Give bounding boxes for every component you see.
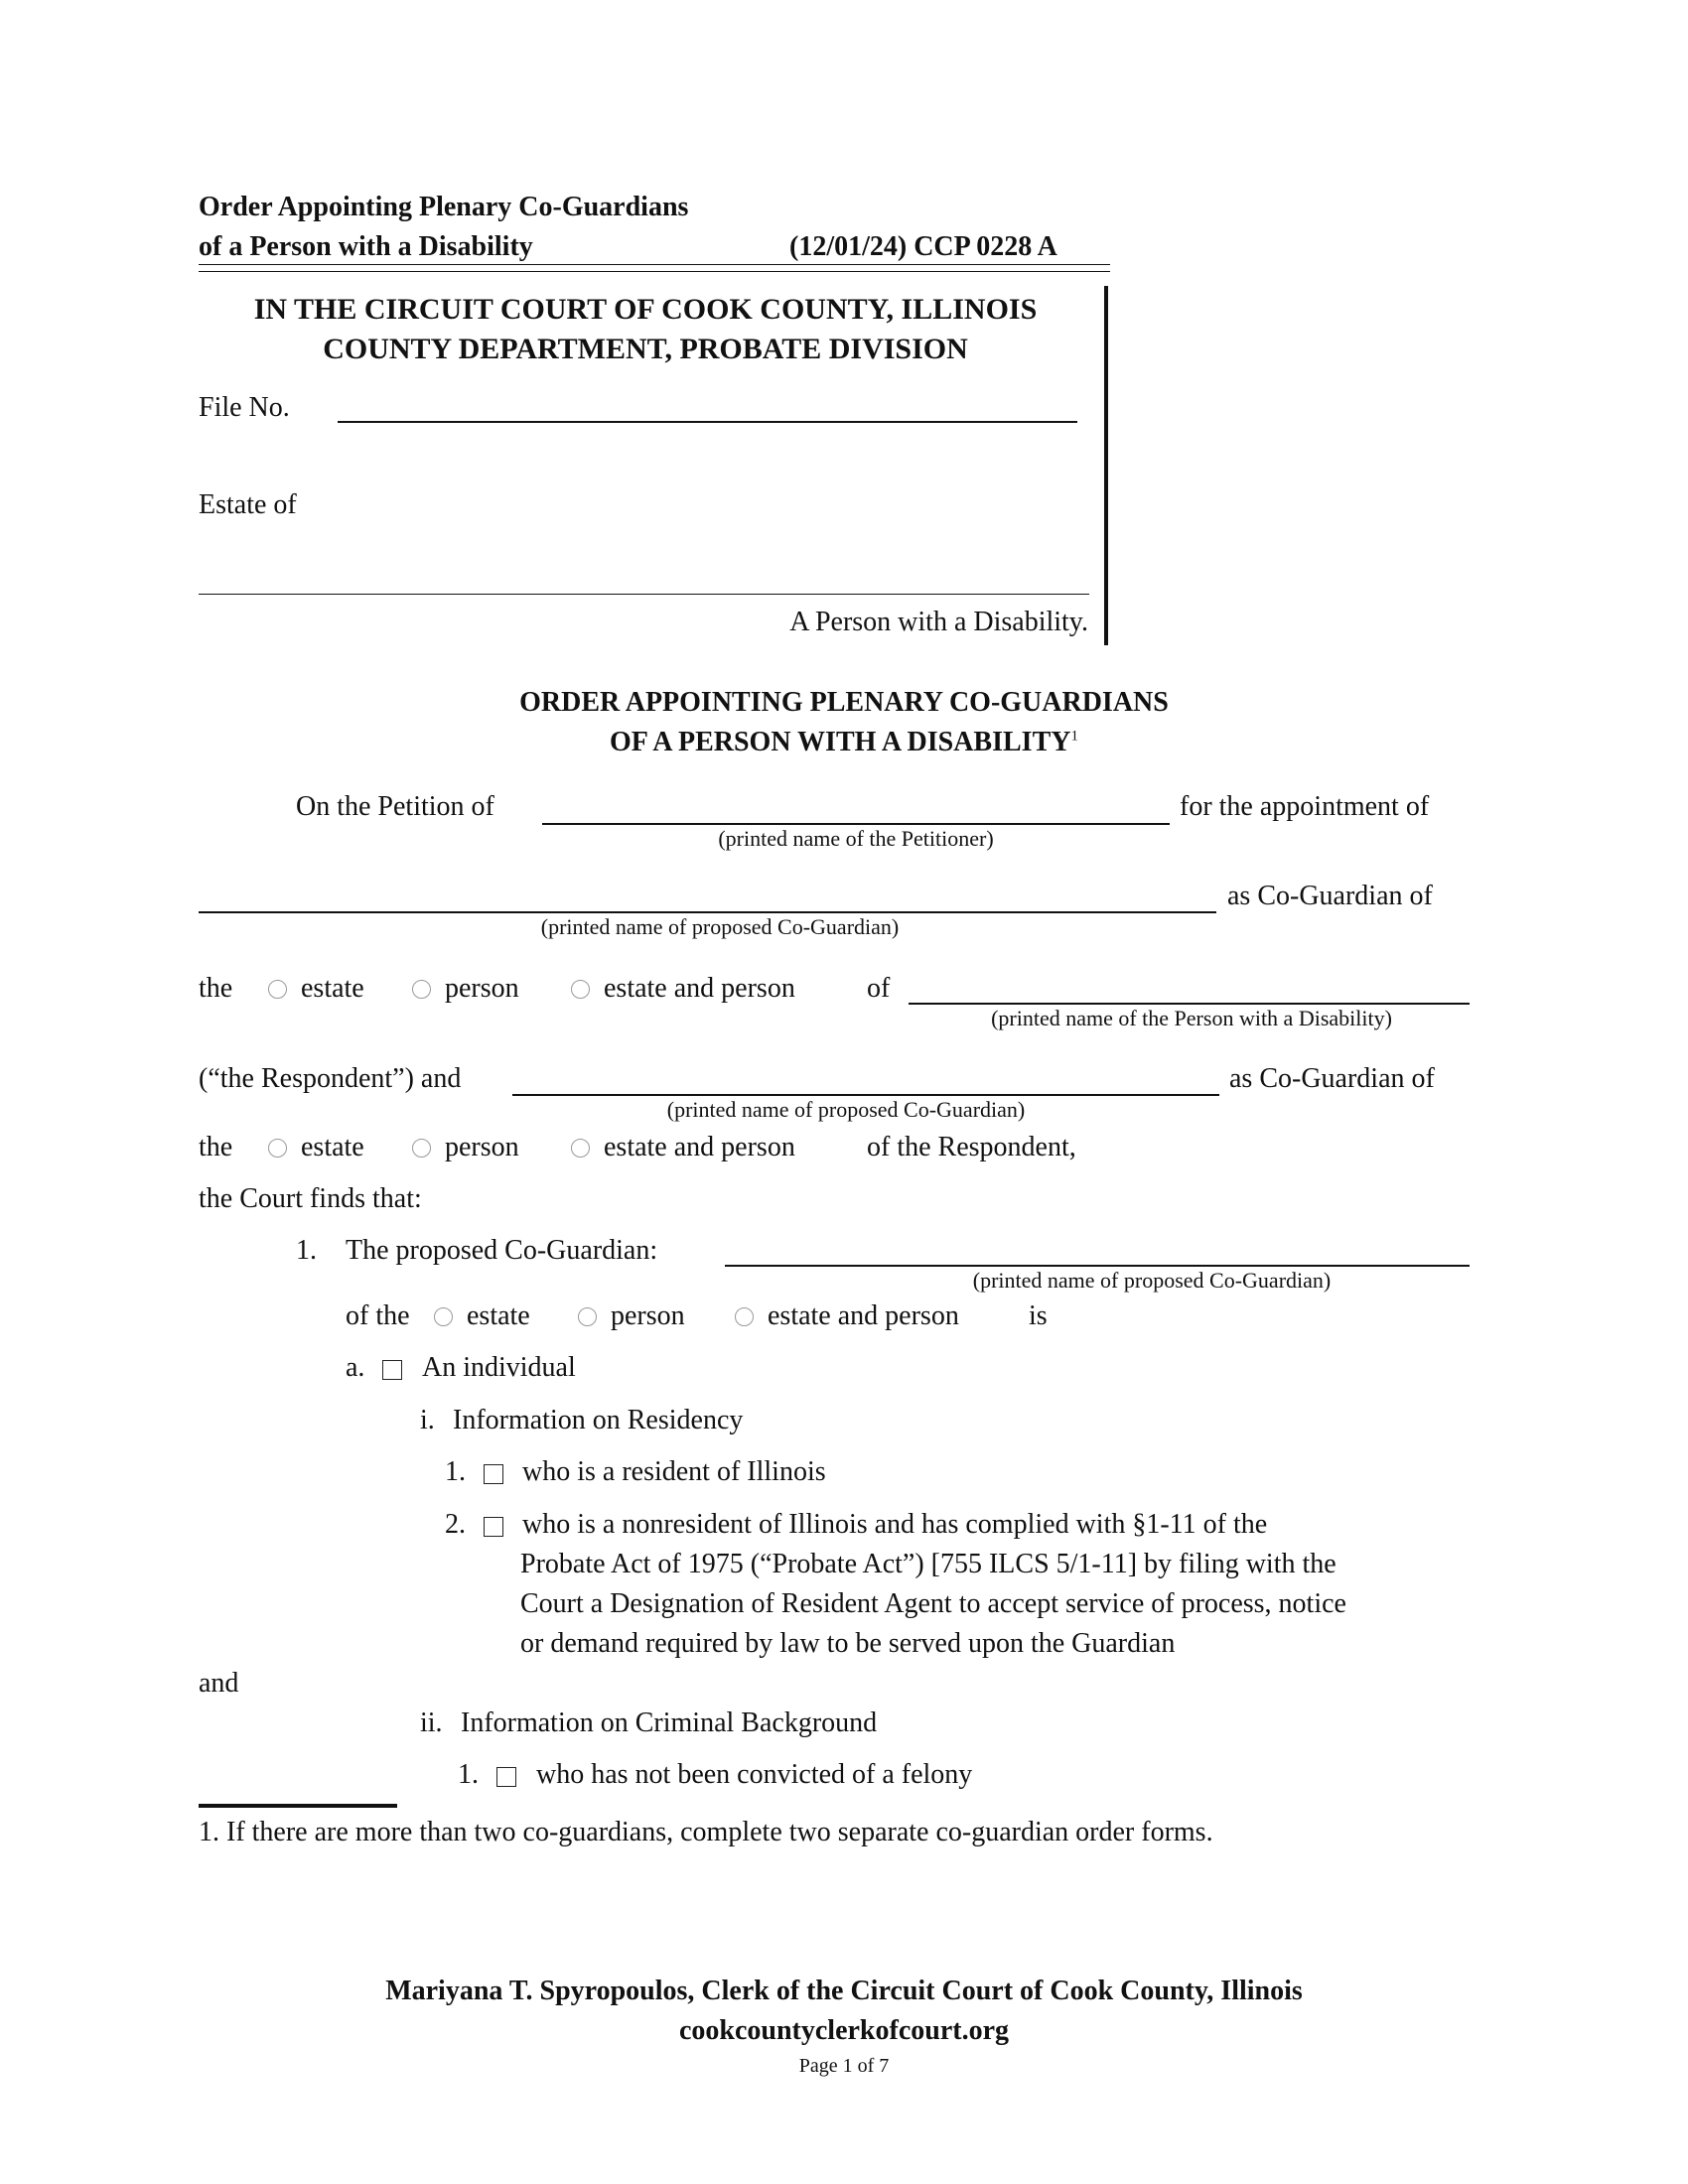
option-label: estate and person [604, 973, 795, 1004]
as-coguardian-label-2: as Co-Guardian of [1229, 1063, 1435, 1094]
coguardian2-caption: (printed name of proposed Co-Guardian) [666, 1097, 1026, 1122]
court-name-line2: COUNTY DEPARTMENT, PROBATE DIVISION [323, 333, 968, 365]
criminal-1-number: 1. [458, 1759, 479, 1790]
coguardian2-option-estate-and-person[interactable] [571, 1132, 795, 1163]
coguardian2-field[interactable] [512, 1094, 1219, 1096]
court-name-line1: IN THE CIRCUIT COURT OF COOK COUNTY, ILLINOIS [253, 293, 1038, 326]
the-respondent-and-label: (“the Respondent”) and [199, 1063, 462, 1094]
petitioner-field[interactable] [542, 823, 1170, 825]
of-the-label: of the [346, 1300, 410, 1331]
of-the-respondent-label: of the Respondent, [867, 1132, 1076, 1162]
finding-1-number: 1. [296, 1235, 317, 1266]
person-with-disability-label: A Person with a Disability. [789, 607, 1088, 637]
the-label-2: the [199, 1132, 233, 1162]
finding-1-option-estate[interactable] [434, 1300, 530, 1332]
court-finds-label: the Court finds that: [199, 1183, 422, 1214]
and-label: and [199, 1668, 239, 1699]
residency-1-number: 1. [445, 1456, 466, 1487]
coguardian1-field[interactable] [199, 911, 1216, 913]
file-no-field[interactable] [338, 421, 1077, 423]
petitioner-caption: (printed name of the Petitioner) [718, 826, 994, 851]
option-label: estate and person [768, 1300, 959, 1331]
coguardian1-option-estate[interactable] [268, 973, 364, 1005]
residency-2-number: 2. [445, 1509, 466, 1540]
file-no-label: File No. [199, 392, 290, 423]
radio-icon[interactable] [571, 1139, 590, 1158]
no-felony-text: who has not been convicted of a felony [536, 1759, 973, 1790]
for-appointment-label: for the appointment of [1180, 791, 1430, 822]
of-label: of [867, 973, 891, 1004]
header-rule-2 [199, 271, 1110, 272]
nonresident-checkbox[interactable] [484, 1517, 503, 1537]
radio-icon[interactable] [434, 1307, 453, 1326]
finding-1-field[interactable] [725, 1265, 1470, 1267]
the-label-1: the [199, 973, 233, 1004]
page-number: Page 1 of 7 [798, 2055, 890, 2077]
footnote-ref: 1 [1070, 728, 1078, 745]
resident-text: who is a resident of Illinois [522, 1456, 826, 1487]
order-title-line2 [0, 727, 1688, 758]
no-felony-checkbox[interactable] [496, 1767, 516, 1787]
option-label: person [445, 973, 519, 1004]
coguardian2-option-person[interactable] [412, 1132, 519, 1163]
footer-website[interactable]: cookcountyclerkofcourt.org [678, 2015, 1010, 2046]
coguardian1-option-person[interactable] [412, 973, 519, 1005]
estate-of-label: Estate of [199, 489, 297, 520]
individual-text: An individual [422, 1352, 576, 1383]
on-petition-of-label: On the Petition of [296, 791, 494, 822]
nonresident-text-line4: or demand required by law to be served upon the Guardian [520, 1628, 1176, 1659]
radio-icon[interactable] [412, 1139, 431, 1158]
is-label: is [1029, 1300, 1048, 1331]
coguardian1-caption: (printed name of proposed Co-Guardian) [540, 914, 900, 939]
radio-icon[interactable] [268, 980, 287, 999]
individual-checkbox[interactable] [382, 1360, 402, 1380]
respondent-caption: (printed name of the Person with a Disability) [991, 1006, 1392, 1030]
finding-1-option-estate-and-person[interactable] [735, 1300, 959, 1332]
radio-icon[interactable] [571, 980, 590, 999]
order-title-line2-text: OF A PERSON WITH A DISABILITY [610, 727, 1071, 757]
nonresident-text-line1: who is a nonresident of Illinois and has complied with §1-11 of the [522, 1509, 1268, 1540]
radio-icon[interactable] [412, 980, 431, 999]
option-label: estate [301, 1132, 364, 1162]
finding-1-option-person[interactable] [578, 1300, 685, 1332]
nonresident-text-line2: Probate Act of 1975 (“Probate Act”) [755 ILCS 5/1-11] by filing with the [520, 1549, 1336, 1579]
subitem-a-label: a. [346, 1352, 365, 1383]
as-coguardian-label-1: as Co-Guardian of [1227, 881, 1433, 911]
form-code: (12/01/24) CCP 0228 A [789, 231, 1057, 262]
radio-icon[interactable] [735, 1307, 754, 1326]
resident-checkbox[interactable] [484, 1464, 503, 1484]
subitem-i-label: i. [420, 1405, 435, 1435]
finding-1-label: The proposed Co-Guardian: [346, 1235, 658, 1266]
header-rule [199, 264, 1110, 265]
option-label: person [611, 1300, 685, 1331]
coguardian2-option-estate[interactable] [268, 1132, 364, 1163]
footnote-rule [199, 1804, 397, 1808]
respondent-field[interactable] [909, 1003, 1470, 1005]
subitem-ii-label: ii. [420, 1707, 443, 1738]
option-label: estate [467, 1300, 530, 1331]
nonresident-text-line3: Court a Designation of Resident Agent to accept service of process, notice [520, 1588, 1346, 1619]
caption-vertical-rule [1104, 286, 1108, 645]
form-title-line2: of a Person with a Disability [199, 231, 533, 262]
option-label: estate [301, 973, 364, 1004]
form-title-line1: Order Appointing Plenary Co-Guardians [199, 192, 689, 222]
criminal-heading: Information on Criminal Background [461, 1707, 878, 1738]
footnote-text: 1. If there are more than two co-guardians, complete two separate co-guardian order forms. [199, 1817, 1213, 1847]
finding-1-caption: (printed name of proposed Co-Guardian) [972, 1268, 1332, 1293]
radio-icon[interactable] [268, 1139, 287, 1158]
radio-icon[interactable] [578, 1307, 597, 1326]
estate-name-field[interactable] [199, 594, 1089, 595]
coguardian1-option-estate-and-person[interactable] [571, 973, 795, 1005]
footer-clerk: Mariyana T. Spyropoulos, Clerk of the Circuit Court of Cook County, Illinois [385, 1976, 1303, 2006]
option-label: person [445, 1132, 519, 1162]
residency-heading: Information on Residency [453, 1405, 744, 1435]
order-title-line1: ORDER APPOINTING PLENARY CO-GUARDIANS [519, 687, 1169, 718]
option-label: estate and person [604, 1132, 795, 1162]
